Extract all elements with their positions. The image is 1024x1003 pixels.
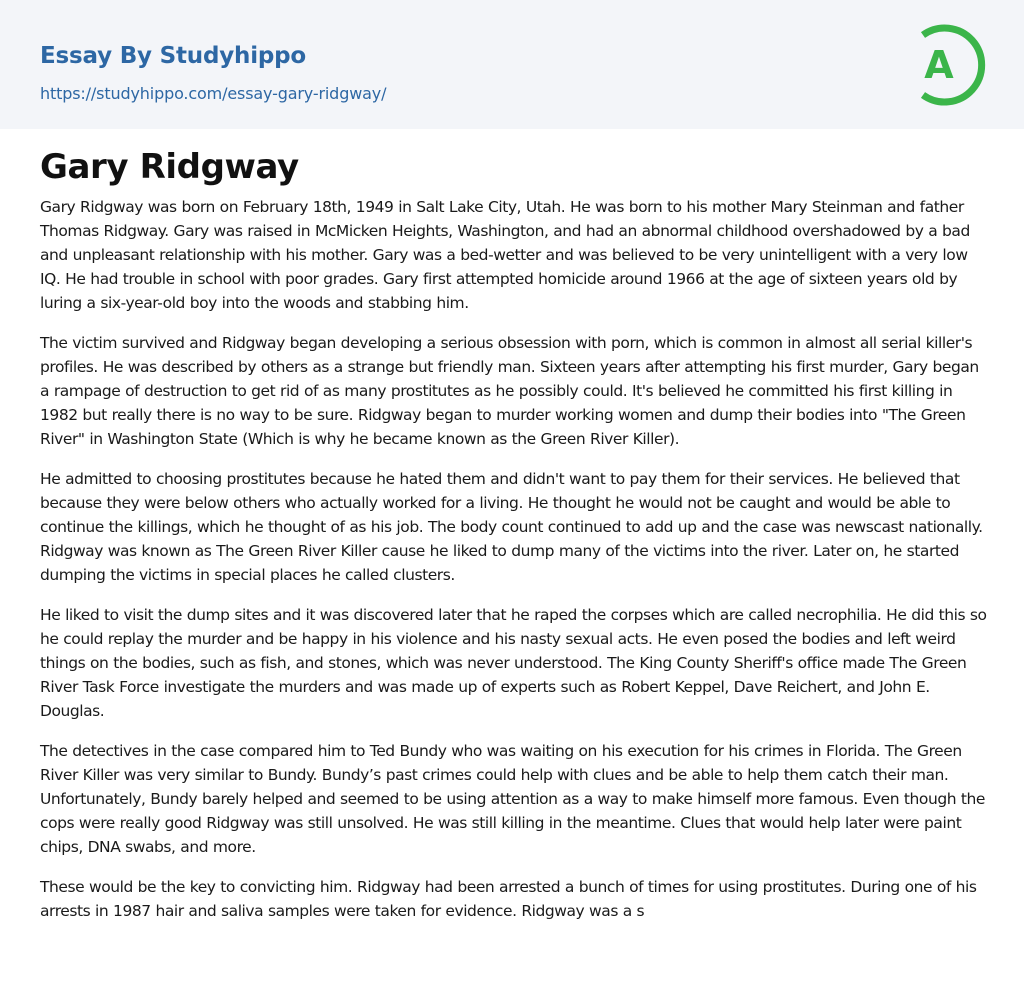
essay-paragraph-3: He admitted to choosing prostitutes because he hated them and didn't want to pay them for their services. He believed that because they were below others who actually worked for a living. He thought he would not be caught and would be able to continue the killings, which he thought of as his job. The body count continued to add up and the case was newscast nationally. Ridgway was known as The Green River Killer cause he liked to dump many of the victims into the river. Later on, he started dumping the victims in special places he called clusters. [40,470,983,584]
studyhippo-logo[interactable] [906,16,992,108]
essay-paragraph-5: The detectives in the case compared him to Ted Bundy who was waiting on his execution for his crimes in Florida. The Green River Killer was very similar to Bundy. Bundy’s past crimes could help with clues and be able to help them catch their man. Unfortunately, Bundy barely helped and seemed to be using attention as a way to make himself more famous. Even though the cops were really good Ridgway was still unsolved. He was still killing in the meantime. Clues that would help later were paint chips, DNA swabs, and more. [40,742,985,856]
essay-paragraph-2: The victim survived and Ridgway began developing a serious obsession with porn, which is common in almost all serial killer's profiles. He was described by others as a strange but friendly man. Sixteen years after attempting his first murder, Gary began a rampage of destruction to get rid of as many prostitutes as he possibly could. It's believed he committed his first killing in 1982 but really there is no way to be sure. Ridgway began to murder working women and dump their bodies into "The Green River" in Washington State (Which is why he became known as the Green River Killer). [40,334,979,448]
logo-letter: A [924,43,954,87]
essay-title: Gary Ridgway [40,147,299,187]
essay-paragraph-1: Gary Ridgway was born on February 18th, 1949 in Salt Lake City, Utah. He was born to his mother Mary Steinman and father Thomas Ridgway. Gary was raised in McMicken Heights, Washington, and had an abnormal childhood overshadowed by a bad and unpleasant relationship with his mother. Gary was a bed-wetter and was believed to be very unintelligent with a very low IQ. He had trouble in school with poor grades. Gary first attempted homicide around 1966 at the age of sixteen years old by luring a six-year-old boy into the woods and stabbing him. [40,198,970,312]
essay-paragraph-4: He liked to visit the dump sites and it was discovered later that he raped the corpses which are called necrophilia. He did this so he could replay the murder and be happy in his violence and his nasty sexual acts. He even posed the bodies and left weird things on the bodies, such as fish, and stones, which was never understood. The King County Sheriff's office made The Green River Task Force investigate the murders and was made up of experts such as Robert Keppel, Dave Reichert, and John E. Douglas. [40,606,987,720]
site-header [0,0,1024,129]
essay-url-link[interactable]: https://studyhippo.com/essay-gary-ridgway/ [40,84,387,103]
essay-content [40,144,988,939]
essay-paragraph-6: These would be the key to convicting him. Ridgway had been arrested a bunch of times for using prostitutes. During one of his arrests in 1987 hair and saliva samples were taken for evidence. Ridgway was a s [40,878,977,920]
site-brand[interactable]: Essay By Studyhippo [40,43,307,69]
logo-ring-icon [906,16,992,108]
